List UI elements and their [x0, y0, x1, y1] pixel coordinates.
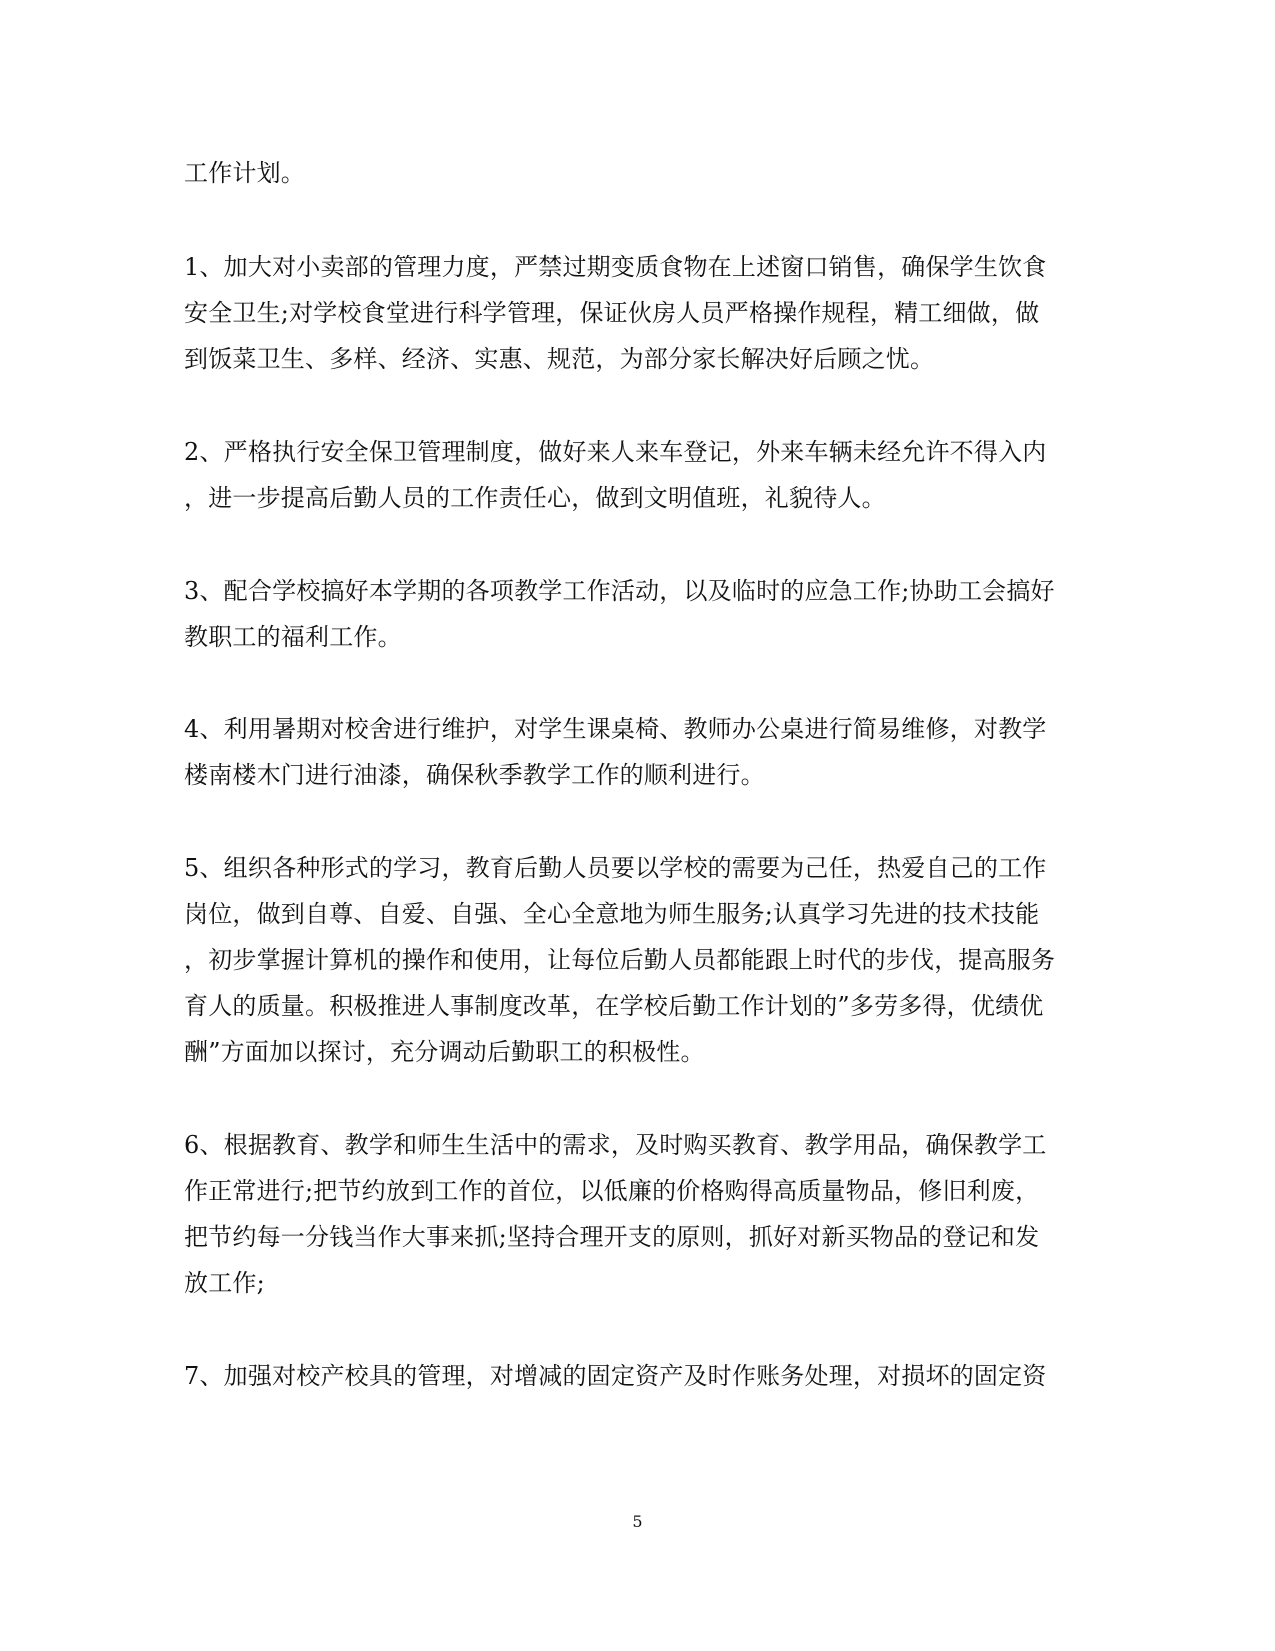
text-line: 安全卫生;对学校食堂进行科学管理，保证伙房人员严格操作规程，精工细做，做: [184, 299, 1040, 327]
text-line: 到饭菜卫生、多样、经济、实惠、规范，为部分家长解决好后顾之忧。: [184, 345, 935, 373]
text-line: 7、加强对校产校具的管理，对增减的固定资产及时作账务处理，对损坏的固定资: [184, 1362, 1047, 1390]
text-line: 作正常进行;把节约放到工作的首位，以低廉的价格购得高质量物品，修旧利废，: [184, 1177, 1040, 1205]
text-line: 2、严格执行安全保卫管理制度，做好来人来车登记，外来车辆未经允许不得入内: [184, 438, 1047, 466]
text-line: 工作计划。: [184, 159, 305, 187]
text-line: 放工作;: [184, 1269, 265, 1297]
text-line: 楼南楼木门进行油漆，确保秋季教学工作的顺利进行。: [184, 761, 765, 789]
text-line: 酬”方面加以探讨，充分调动后勤职工的积极性。: [184, 1038, 705, 1066]
page-number: 5: [632, 1512, 643, 1531]
text-line: 1、加大对小卖部的管理力度，严禁过期变质食物在上述窗口销售，确保学生饮食: [184, 253, 1047, 281]
text-line: 育人的质量。积极推进人事制度改革，在学校后勤工作计划的”多劳多得，优绩优: [184, 992, 1044, 1020]
text-line: 教职工的福利工作。: [184, 623, 402, 651]
text-line: 岗位，做到自尊、自爱、自强、全心全意地为师生服务;认真学习先进的技术技能: [184, 900, 1040, 928]
text-line: 5、组织各种形式的学习，教育后勤人员要以学校的需要为己任，热爱自己的工作: [184, 854, 1047, 882]
text-line: 把节约每一分钱当作大事来抓;坚持合理开支的原则，抓好对新买物品的登记和发: [184, 1223, 1040, 1251]
text-line: ，初步掌握计算机的操作和使用，让每位后勤人员都能跟上时代的步伐，提高服务: [184, 946, 1056, 974]
text-line: ，进一步提高后勤人员的工作责任心，做到文明值班，礼貌待人。: [184, 484, 886, 512]
text-line: 4、利用暑期对校舍进行维护，对学生课桌椅、教师办公桌进行简易维修，对教学: [184, 715, 1047, 743]
text-line: 6、根据教育、教学和师生生活中的需求，及时购买教育、教学用品，确保教学工: [184, 1131, 1047, 1159]
text-line: 3、配合学校搞好本学期的各项教学工作活动，以及临时的应急工作;协助工会搞好: [184, 577, 1055, 605]
